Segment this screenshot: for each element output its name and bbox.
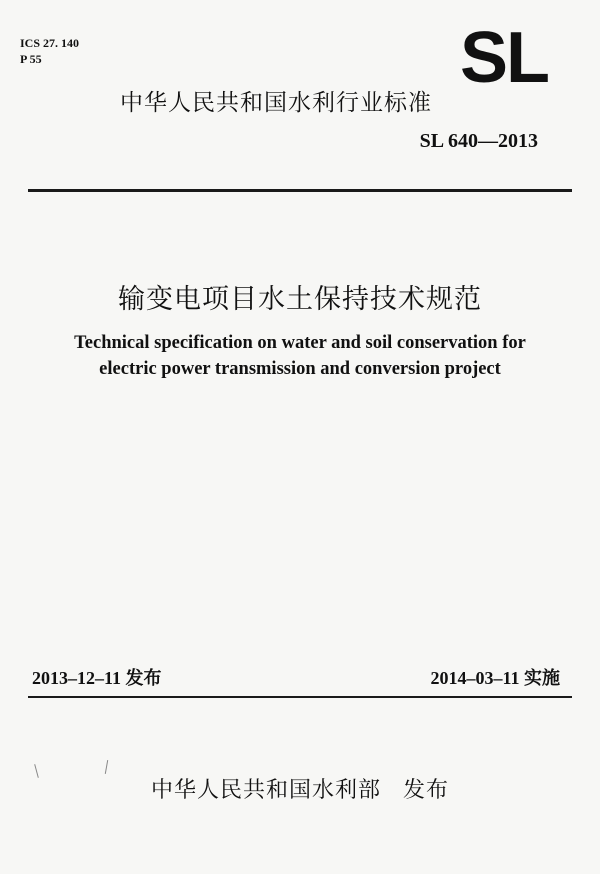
ics-code: ICS 27. 140 xyxy=(20,36,80,50)
scan-mark xyxy=(105,760,108,774)
issue-date: 2013–12–11 发布 xyxy=(32,668,162,688)
standard-number: SL 640—2013 xyxy=(419,130,538,152)
english-title-line-2: electric power transmission and conversion project xyxy=(99,359,501,379)
date-divider xyxy=(28,696,572,698)
industry-standard-title: 中华人民共和国水利行业标准 xyxy=(120,90,432,116)
classification-codes xyxy=(20,35,79,67)
english-title-line-1: Technical specification on water and soil conservation for xyxy=(74,333,526,353)
ccs-code: P 55 xyxy=(20,52,42,66)
chinese-title: 输变电项目水土保持技术规范 xyxy=(118,284,482,315)
implementation-date: 2014–03–11 实施 xyxy=(430,668,560,688)
english-title xyxy=(0,330,600,382)
publisher-action: 发布 xyxy=(403,778,450,803)
publisher-line xyxy=(0,773,600,804)
sl-logo: SL xyxy=(460,18,549,98)
header-divider xyxy=(28,189,572,192)
publisher-name: 中华人民共和国水利部 xyxy=(150,778,381,803)
